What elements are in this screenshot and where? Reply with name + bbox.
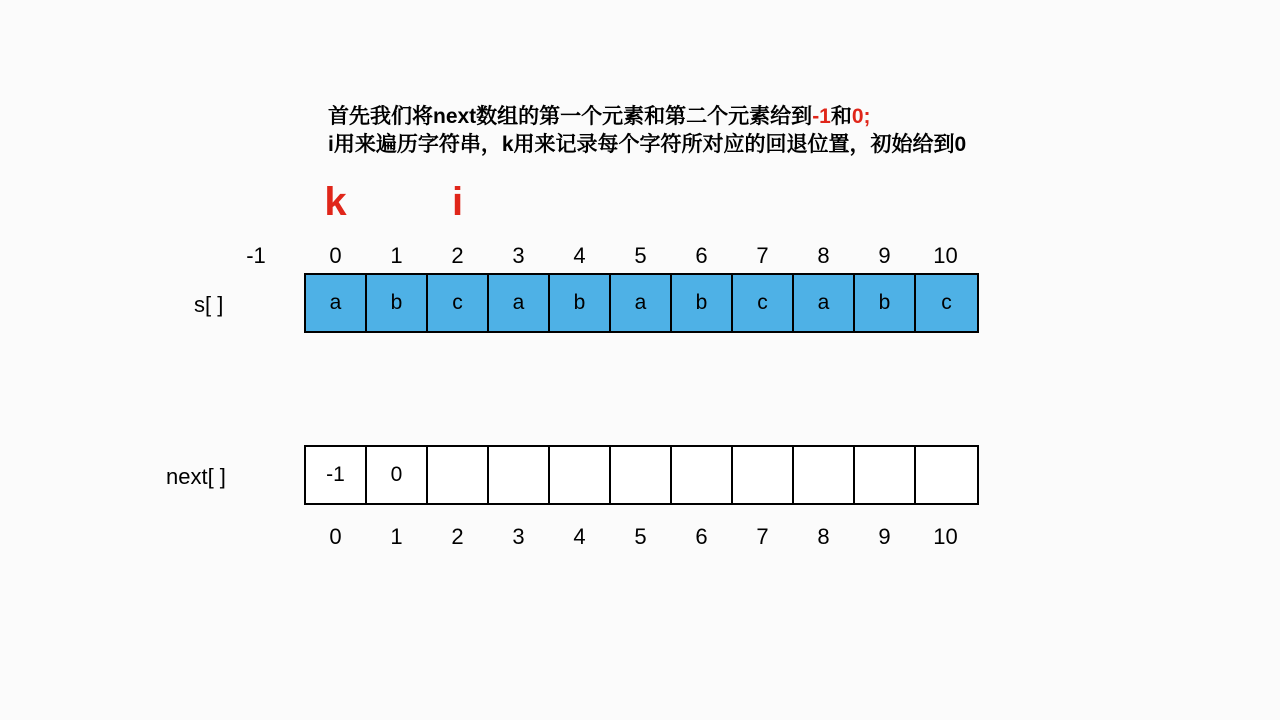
top-index-label: 1	[390, 243, 403, 268]
s-array-cell: a	[611, 275, 672, 331]
s-array-cell: c	[428, 275, 489, 331]
bottom-index-label: 2	[451, 524, 464, 549]
next-array-label: next[ ]	[166, 464, 226, 489]
next-array-cell	[550, 447, 611, 503]
top-index-label: 4	[573, 243, 586, 268]
bottom-index-label: 7	[756, 524, 769, 549]
bottom-index-label: 3	[512, 524, 525, 549]
next-array-cell	[428, 447, 489, 503]
top-index-row	[0, 243, 1280, 269]
bottom-index-label: 6	[695, 524, 708, 549]
next-array-cell	[855, 447, 916, 503]
description-line-2: i用来遍历字符串，k用来记录每个字符所对应的回退位置，初始给到0	[328, 133, 967, 156]
s-array-label: s[ ]	[194, 292, 224, 317]
description-text	[328, 103, 966, 159]
next-array-cell: -1	[306, 447, 367, 503]
s-array-cell: b	[672, 275, 733, 331]
top-index-label: 6	[695, 243, 708, 268]
next-array-cell	[794, 447, 855, 503]
description-line-1	[328, 103, 966, 131]
bottom-index-label: 1	[390, 524, 403, 549]
description-value-minus-one: -1	[812, 105, 831, 128]
s-array-cell: b	[855, 275, 916, 331]
i-pointer: i	[451, 180, 464, 224]
bottom-index-row	[0, 524, 1280, 550]
top-index-label: 7	[756, 243, 769, 268]
next-array-cell: 0	[367, 447, 428, 503]
s-array-cell: a	[306, 275, 367, 331]
next-array-cell	[733, 447, 794, 503]
k-pointer: k	[324, 180, 347, 224]
next-array-cell	[916, 447, 977, 503]
bottom-index-label: 8	[817, 524, 830, 549]
bottom-index-label: 4	[573, 524, 586, 549]
description-line-1-prefix: 首先我们将next数组的第一个元素和第二个元素给到	[328, 105, 813, 128]
s-array-cell: b	[367, 275, 428, 331]
description-line-1-mid: 和	[830, 105, 852, 128]
s-array-cell: a	[794, 275, 855, 331]
next-array	[304, 445, 979, 505]
bottom-index-label: 10	[933, 524, 958, 549]
s-array-cell: b	[550, 275, 611, 331]
s-array-cell: a	[489, 275, 550, 331]
next-array-cell	[489, 447, 550, 503]
s-array-cell: c	[916, 275, 977, 331]
top-index-label: 10	[933, 243, 958, 268]
top-index-label: 0	[329, 243, 342, 268]
top-index-label: 8	[817, 243, 830, 268]
bottom-index-label: 0	[329, 524, 342, 549]
top-index-label: 2	[451, 243, 464, 268]
top-index-label: 5	[634, 243, 647, 268]
top-index-label: 3	[512, 243, 525, 268]
next-array-cell	[611, 447, 672, 503]
bottom-index-label: 5	[634, 524, 647, 549]
top-index-label: -1	[246, 243, 266, 268]
bottom-index-label: 9	[878, 524, 891, 549]
s-array-cell: c	[733, 275, 794, 331]
description-value-zero: 0;	[851, 105, 871, 128]
next-array-cell	[672, 447, 733, 503]
top-index-label: 9	[878, 243, 891, 268]
s-array	[304, 273, 979, 333]
